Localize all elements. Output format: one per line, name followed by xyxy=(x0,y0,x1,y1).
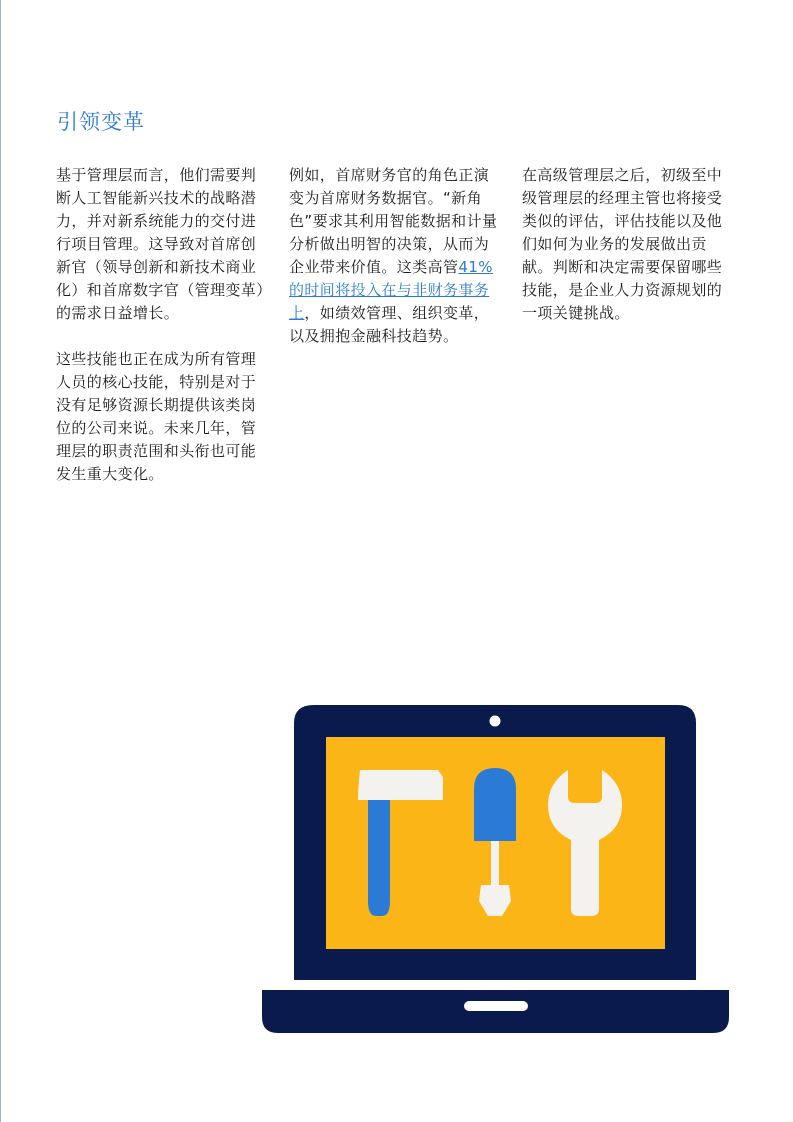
text-column-2 xyxy=(289,164,503,371)
paragraph: 在高级管理层之后，初级至中级管理层的经理主管也将接受类似的评估，评估技能以及他们如何为业务的发展做出贡献。判断和决定需要保留哪些技能，是企业人力资源规划的一项关键挑战。 xyxy=(522,166,723,322)
paragraph-text-after-link: ，如绩效管理、组织变革，以及拥抱金融科技趋势。 xyxy=(289,304,490,345)
paragraph: 基于管理层而言，他们需要判断人工智能新兴技术的战略潜力，并对新系统能力的交付进行项目管理。这导致对首席创新官（领导创新和新技术商业化）和首席数字官（管理变革）的需求日益增长。 xyxy=(56,166,265,322)
statistic-link[interactable]: 41%的时间将投入在与非财务事务上 xyxy=(289,258,493,322)
text-column-3 xyxy=(522,164,734,348)
laptop-tools-illustration xyxy=(262,705,730,1035)
text-column-1 xyxy=(56,164,268,509)
page-edge-rule xyxy=(0,0,1,1122)
paragraph-text-before-link: 例如，首席财务官的角色正演变为首席财务数据官。“新角色”要求其利用智能数据和计量分析做出明智的决策，从而为企业带来价值。这类高管 xyxy=(289,166,498,276)
paragraph xyxy=(289,164,503,348)
section-heading: 引领变革 xyxy=(57,110,145,134)
paragraph: 这些技能也正在成为所有管理人员的核心技能，特别是对于没有足够资源长期提供该类岗位的公司来说。未来几年，管理层的职责范围和头衔也可能发生重大变化。 xyxy=(56,350,257,483)
